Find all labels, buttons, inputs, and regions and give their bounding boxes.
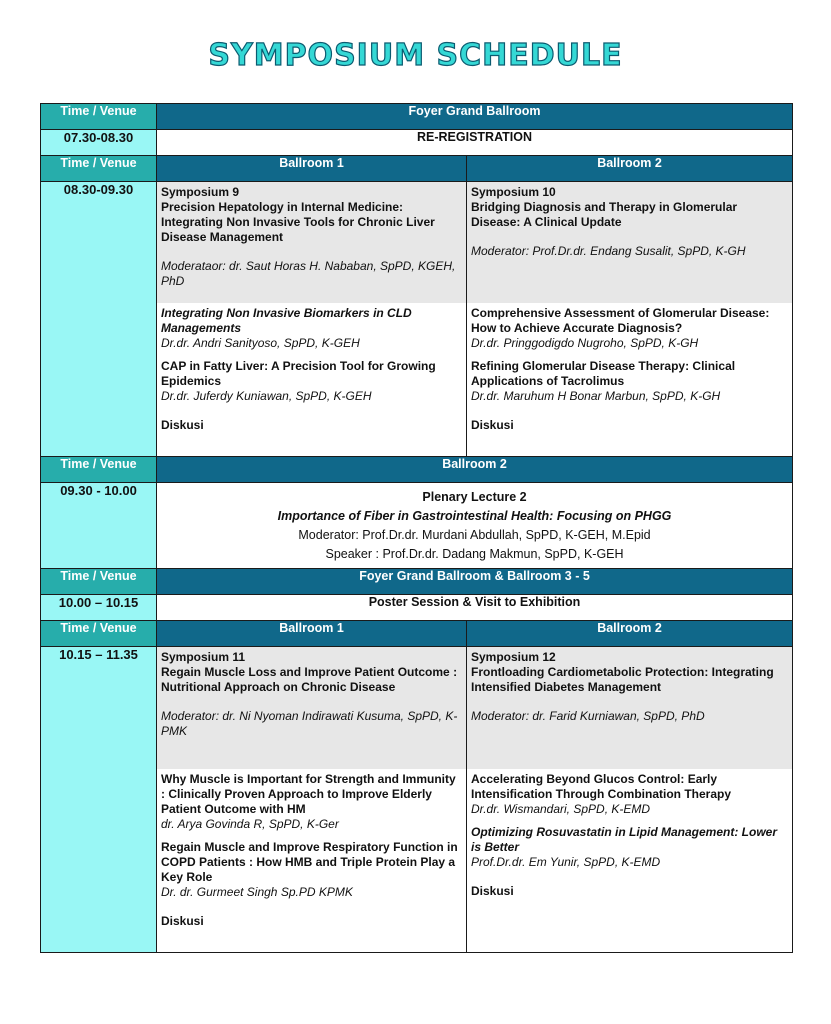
symposium-title: Regain Muscle Loss and Improve Patient Outcome : Nutritional Approach on Chronic Disease	[161, 665, 458, 694]
talk-title: Integrating Non Invasive Biomarkers in CLD Managements	[161, 306, 412, 335]
plenary-label: Plenary Lecture 2	[422, 489, 527, 504]
session-text: Poster Session & Visit to Exhibition	[157, 595, 793, 621]
time-cell: 09.30 - 10.00	[41, 483, 157, 569]
venue-header: Ballroom 2	[467, 621, 793, 647]
symposium-number: Symposium 12	[471, 650, 556, 664]
plenary-title: Importance of Fiber in Gastrointestinal Health: Focusing on PHGG	[277, 508, 672, 523]
time-venue-label: Time / Venue	[41, 104, 157, 130]
speaker: Prof.Dr.dr. Em Yunir, SpPD, K-EMD	[471, 855, 661, 869]
talk-title: Regain Muscle and Improve Respiratory Function in COPD Patients : How HMB and Triple Protein Play a Key Role	[161, 840, 458, 884]
symposium-cell	[467, 182, 793, 457]
time-cell: 10.15 – 11.35	[41, 647, 157, 953]
symposium-title: Precision Hepatology in Internal Medicine: Integrating Non Invasive Tools for Chronic Liver Disease Management	[161, 200, 435, 244]
table-row	[41, 182, 793, 457]
symposium-cell	[467, 647, 793, 953]
table-row	[41, 104, 793, 130]
symposium-header	[157, 182, 466, 303]
table-row	[41, 483, 793, 569]
symposium-number: Symposium 9	[161, 185, 240, 199]
moderator: Moderator: Prof.Dr.dr. Murdani Abdullah, SpPD, K-GEH, M.Epid	[298, 527, 651, 542]
session-text: RE-REGISTRATION	[157, 130, 793, 156]
symposium-header	[467, 182, 792, 303]
schedule-table	[40, 103, 793, 953]
plenary-cell	[157, 483, 793, 569]
speaker: Dr.dr. Andri Sanityoso, SpPD, K-GEH	[161, 336, 360, 350]
talk-title: Accelerating Beyond Glucos Control: Early Intensification Through Combination Therapy	[471, 772, 731, 801]
speaker: Dr. dr. Gurmeet Singh Sp.PD KPMK	[161, 885, 353, 899]
symposium-number: Symposium 11	[161, 650, 246, 664]
moderator: Moderator: dr. Farid Kurniawan, SpPD, PhD	[471, 709, 705, 723]
table-row	[41, 457, 793, 483]
discussion: Diskusi	[471, 418, 514, 432]
talk-title: Refining Glomerular Disease Therapy: Clinical Applications of Tacrolimus	[471, 359, 736, 388]
table-row	[41, 130, 793, 156]
table-row	[41, 569, 793, 595]
venue-header: Ballroom 2	[157, 457, 793, 483]
time-venue-label: Time / Venue	[41, 457, 157, 483]
speaker: Dr.dr. Pringgodigdo Nugroho, SpPD, K-GH	[471, 336, 699, 350]
speaker: dr. Arya Govinda R, SpPD, K-Ger	[161, 817, 339, 831]
time-cell: 10.00 – 10.15	[41, 595, 157, 621]
talks	[467, 769, 792, 902]
talk-title: Comprehensive Assessment of Glomerular Disease: How to Achieve Accurate Diagnosis?	[471, 306, 770, 335]
symposium-header	[157, 647, 466, 769]
time-cell: 07.30-08.30	[41, 130, 157, 156]
speaker: Speaker : Prof.Dr.dr. Dadang Makmun, SpPD, K-GEH	[325, 546, 624, 561]
time-cell: 08.30-09.30	[41, 182, 157, 457]
time-venue-label: Time / Venue	[41, 621, 157, 647]
table-row	[41, 647, 793, 953]
symposium-header	[467, 647, 792, 769]
talk-title: Optimizing Rosuvastatin in Lipid Management: Lower is Better	[471, 825, 778, 854]
speaker: Dr.dr. Wismandari, SpPD, K-EMD	[471, 802, 651, 816]
discussion: Diskusi	[161, 418, 204, 432]
venue-header: Foyer Grand Ballroom & Ballroom 3 - 5	[157, 569, 793, 595]
talk-title: CAP in Fatty Liver: A Precision Tool for Growing Epidemics	[161, 359, 436, 388]
talks	[157, 769, 466, 932]
table-row	[41, 595, 793, 621]
time-venue-label: Time / Venue	[41, 569, 157, 595]
talk-title: Why Muscle is Important for Strength and Immunity : Clinically Proven Approach to Improve Elderly Patient Outcome with HM	[161, 772, 456, 816]
venue-header: Ballroom 2	[467, 156, 793, 182]
symposium-cell	[157, 182, 467, 457]
venue-header: Foyer Grand Ballroom	[157, 104, 793, 130]
venue-header: Ballroom 1	[157, 156, 467, 182]
discussion: Diskusi	[161, 914, 204, 928]
table-row	[41, 156, 793, 182]
moderator: Moderator: dr. Ni Nyoman Indirawati Kusuma, SpPD, K-PMK	[161, 709, 458, 738]
discussion: Diskusi	[471, 884, 514, 898]
moderator: Moderator: Prof.Dr.dr. Endang Susalit, SpPD, K-GH	[471, 244, 746, 258]
speaker: Dr.dr. Maruhum H Bonar Marbun, SpPD, K-GH	[471, 389, 721, 403]
symposium-cell	[157, 647, 467, 953]
page-title: SYMPOSIUM SCHEDULE	[208, 38, 623, 73]
symposium-title: Bridging Diagnosis and Therapy in Glomerular Disease: A Clinical Update	[471, 200, 738, 229]
moderator: Moderataor: dr. Saut Horas H. Nababan, SpPD, KGEH, PhD	[161, 259, 456, 288]
talks	[467, 303, 792, 436]
symposium-number: Symposium 10	[471, 185, 556, 199]
venue-header: Ballroom 1	[157, 621, 467, 647]
talks	[157, 303, 466, 436]
time-venue-label: Time / Venue	[41, 156, 157, 182]
speaker: Dr.dr. Juferdy Kuniawan, SpPD, K-GEH	[161, 389, 372, 403]
table-row	[41, 621, 793, 647]
symposium-title: Frontloading Cardiometabolic Protection: Integrating Intensified Diabetes Management	[471, 665, 774, 694]
